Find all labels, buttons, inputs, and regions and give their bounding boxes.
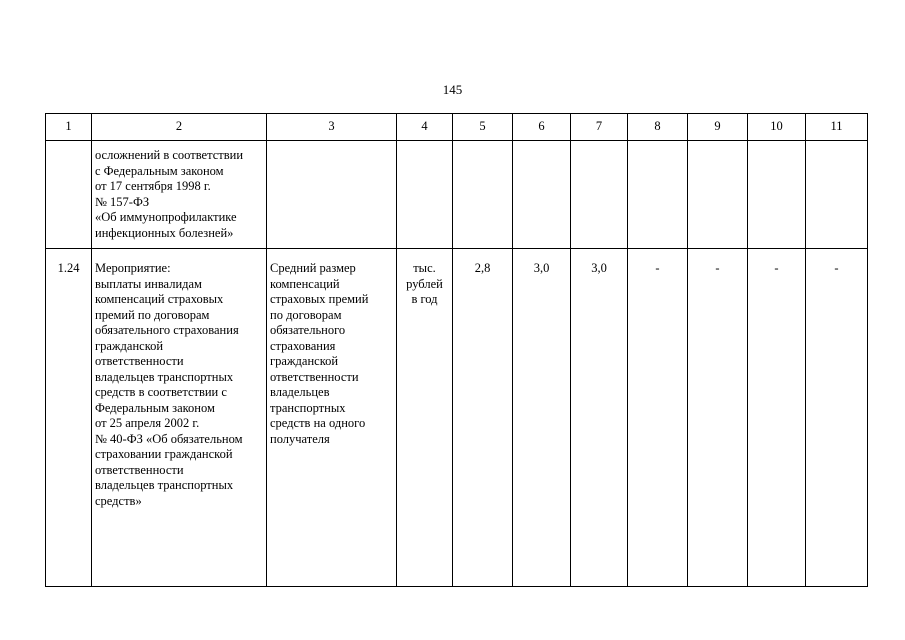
text-line: получателя bbox=[270, 431, 330, 446]
header-cell: 6 bbox=[513, 114, 571, 141]
text-line: в год bbox=[411, 292, 438, 306]
value-cell: 3,0 bbox=[571, 249, 628, 587]
indicator-cell bbox=[267, 249, 397, 587]
text-line: средств» bbox=[95, 493, 142, 508]
text-line: тыс. bbox=[413, 261, 436, 275]
value-cell: 3,0 bbox=[513, 249, 571, 587]
text-line: транспортных bbox=[270, 400, 346, 415]
header-cell: 9 bbox=[688, 114, 748, 141]
text-line: № 40-ФЗ «Об обязательном bbox=[95, 431, 243, 446]
text-line: Средний размер bbox=[270, 261, 356, 275]
text-line: от 17 сентября 1998 г. bbox=[95, 179, 211, 193]
header-cell: 4 bbox=[397, 114, 453, 141]
value-cell bbox=[571, 141, 628, 249]
text-line: страховании гражданской bbox=[95, 447, 233, 461]
text-line: страховых премий bbox=[270, 292, 369, 306]
text-line: от 25 апреля 2002 г. bbox=[95, 416, 200, 430]
text-line: осложнений в соответствии bbox=[95, 148, 244, 162]
text-line: владельцев транспортных bbox=[95, 478, 234, 492]
text-line: ответственности bbox=[95, 462, 184, 477]
description-cell bbox=[92, 249, 267, 587]
value-cell bbox=[748, 141, 806, 249]
description-cell bbox=[92, 141, 267, 249]
text-line: ответственности bbox=[270, 369, 359, 384]
text-line: компенсаций bbox=[270, 276, 340, 291]
header-cell: 2 bbox=[92, 114, 267, 141]
row-number-cell: 1.24 bbox=[46, 249, 92, 587]
text-line: рублей bbox=[406, 276, 443, 291]
header-cell: 7 bbox=[571, 114, 628, 141]
indicator-cell bbox=[267, 141, 397, 249]
table-header-row bbox=[46, 114, 868, 141]
table-row bbox=[46, 249, 868, 587]
text-line: гражданской bbox=[270, 354, 339, 368]
text-line: средств в соответствии с bbox=[95, 385, 227, 399]
value-cell bbox=[688, 141, 748, 249]
text-line: владельцев транспортных bbox=[95, 369, 234, 384]
value-cell: - bbox=[628, 249, 688, 587]
text-line: ответственности bbox=[95, 354, 184, 368]
header-cell: 1 bbox=[46, 114, 92, 141]
text-line: гражданской bbox=[95, 338, 164, 353]
row-number-cell bbox=[46, 141, 92, 249]
text-line: премий по договорам bbox=[95, 307, 210, 322]
text-line: инфекционных болезней» bbox=[95, 225, 234, 240]
text-line: № 157-ФЗ bbox=[95, 194, 150, 209]
header-cell: 8 bbox=[628, 114, 688, 141]
text-line: с Федеральным законом bbox=[95, 163, 224, 178]
text-line: Мероприятие: bbox=[95, 261, 171, 275]
header-cell: 11 bbox=[806, 114, 868, 141]
text-line: по договорам bbox=[270, 307, 342, 322]
value-cell bbox=[806, 141, 868, 249]
table-row bbox=[46, 141, 868, 249]
value-cell bbox=[513, 141, 571, 249]
header-cell: 10 bbox=[748, 114, 806, 141]
text-line: владельцев bbox=[270, 385, 330, 399]
page-number: 145 bbox=[442, 82, 463, 97]
value-cell bbox=[453, 141, 513, 249]
value-cell bbox=[628, 141, 688, 249]
text-line: средств на одного bbox=[270, 416, 366, 430]
header-cell: 5 bbox=[453, 114, 513, 141]
text-line: страхования bbox=[270, 338, 336, 353]
value-cell: - bbox=[748, 249, 806, 587]
text-line: выплаты инвалидам bbox=[95, 276, 202, 291]
value-cell: - bbox=[806, 249, 868, 587]
unit-cell bbox=[397, 141, 453, 249]
text-line: Федеральным законом bbox=[95, 400, 215, 415]
document-table bbox=[45, 113, 868, 587]
value-cell: 2,8 bbox=[453, 249, 513, 587]
text-line: обязательного страхования bbox=[95, 323, 239, 337]
header-cell: 3 bbox=[267, 114, 397, 141]
unit-cell bbox=[397, 249, 453, 587]
text-line: «Об иммунопрофилактике bbox=[95, 210, 237, 224]
text-line: компенсаций страховых bbox=[95, 292, 224, 306]
text-line: обязательного bbox=[270, 323, 346, 337]
value-cell: - bbox=[688, 249, 748, 587]
